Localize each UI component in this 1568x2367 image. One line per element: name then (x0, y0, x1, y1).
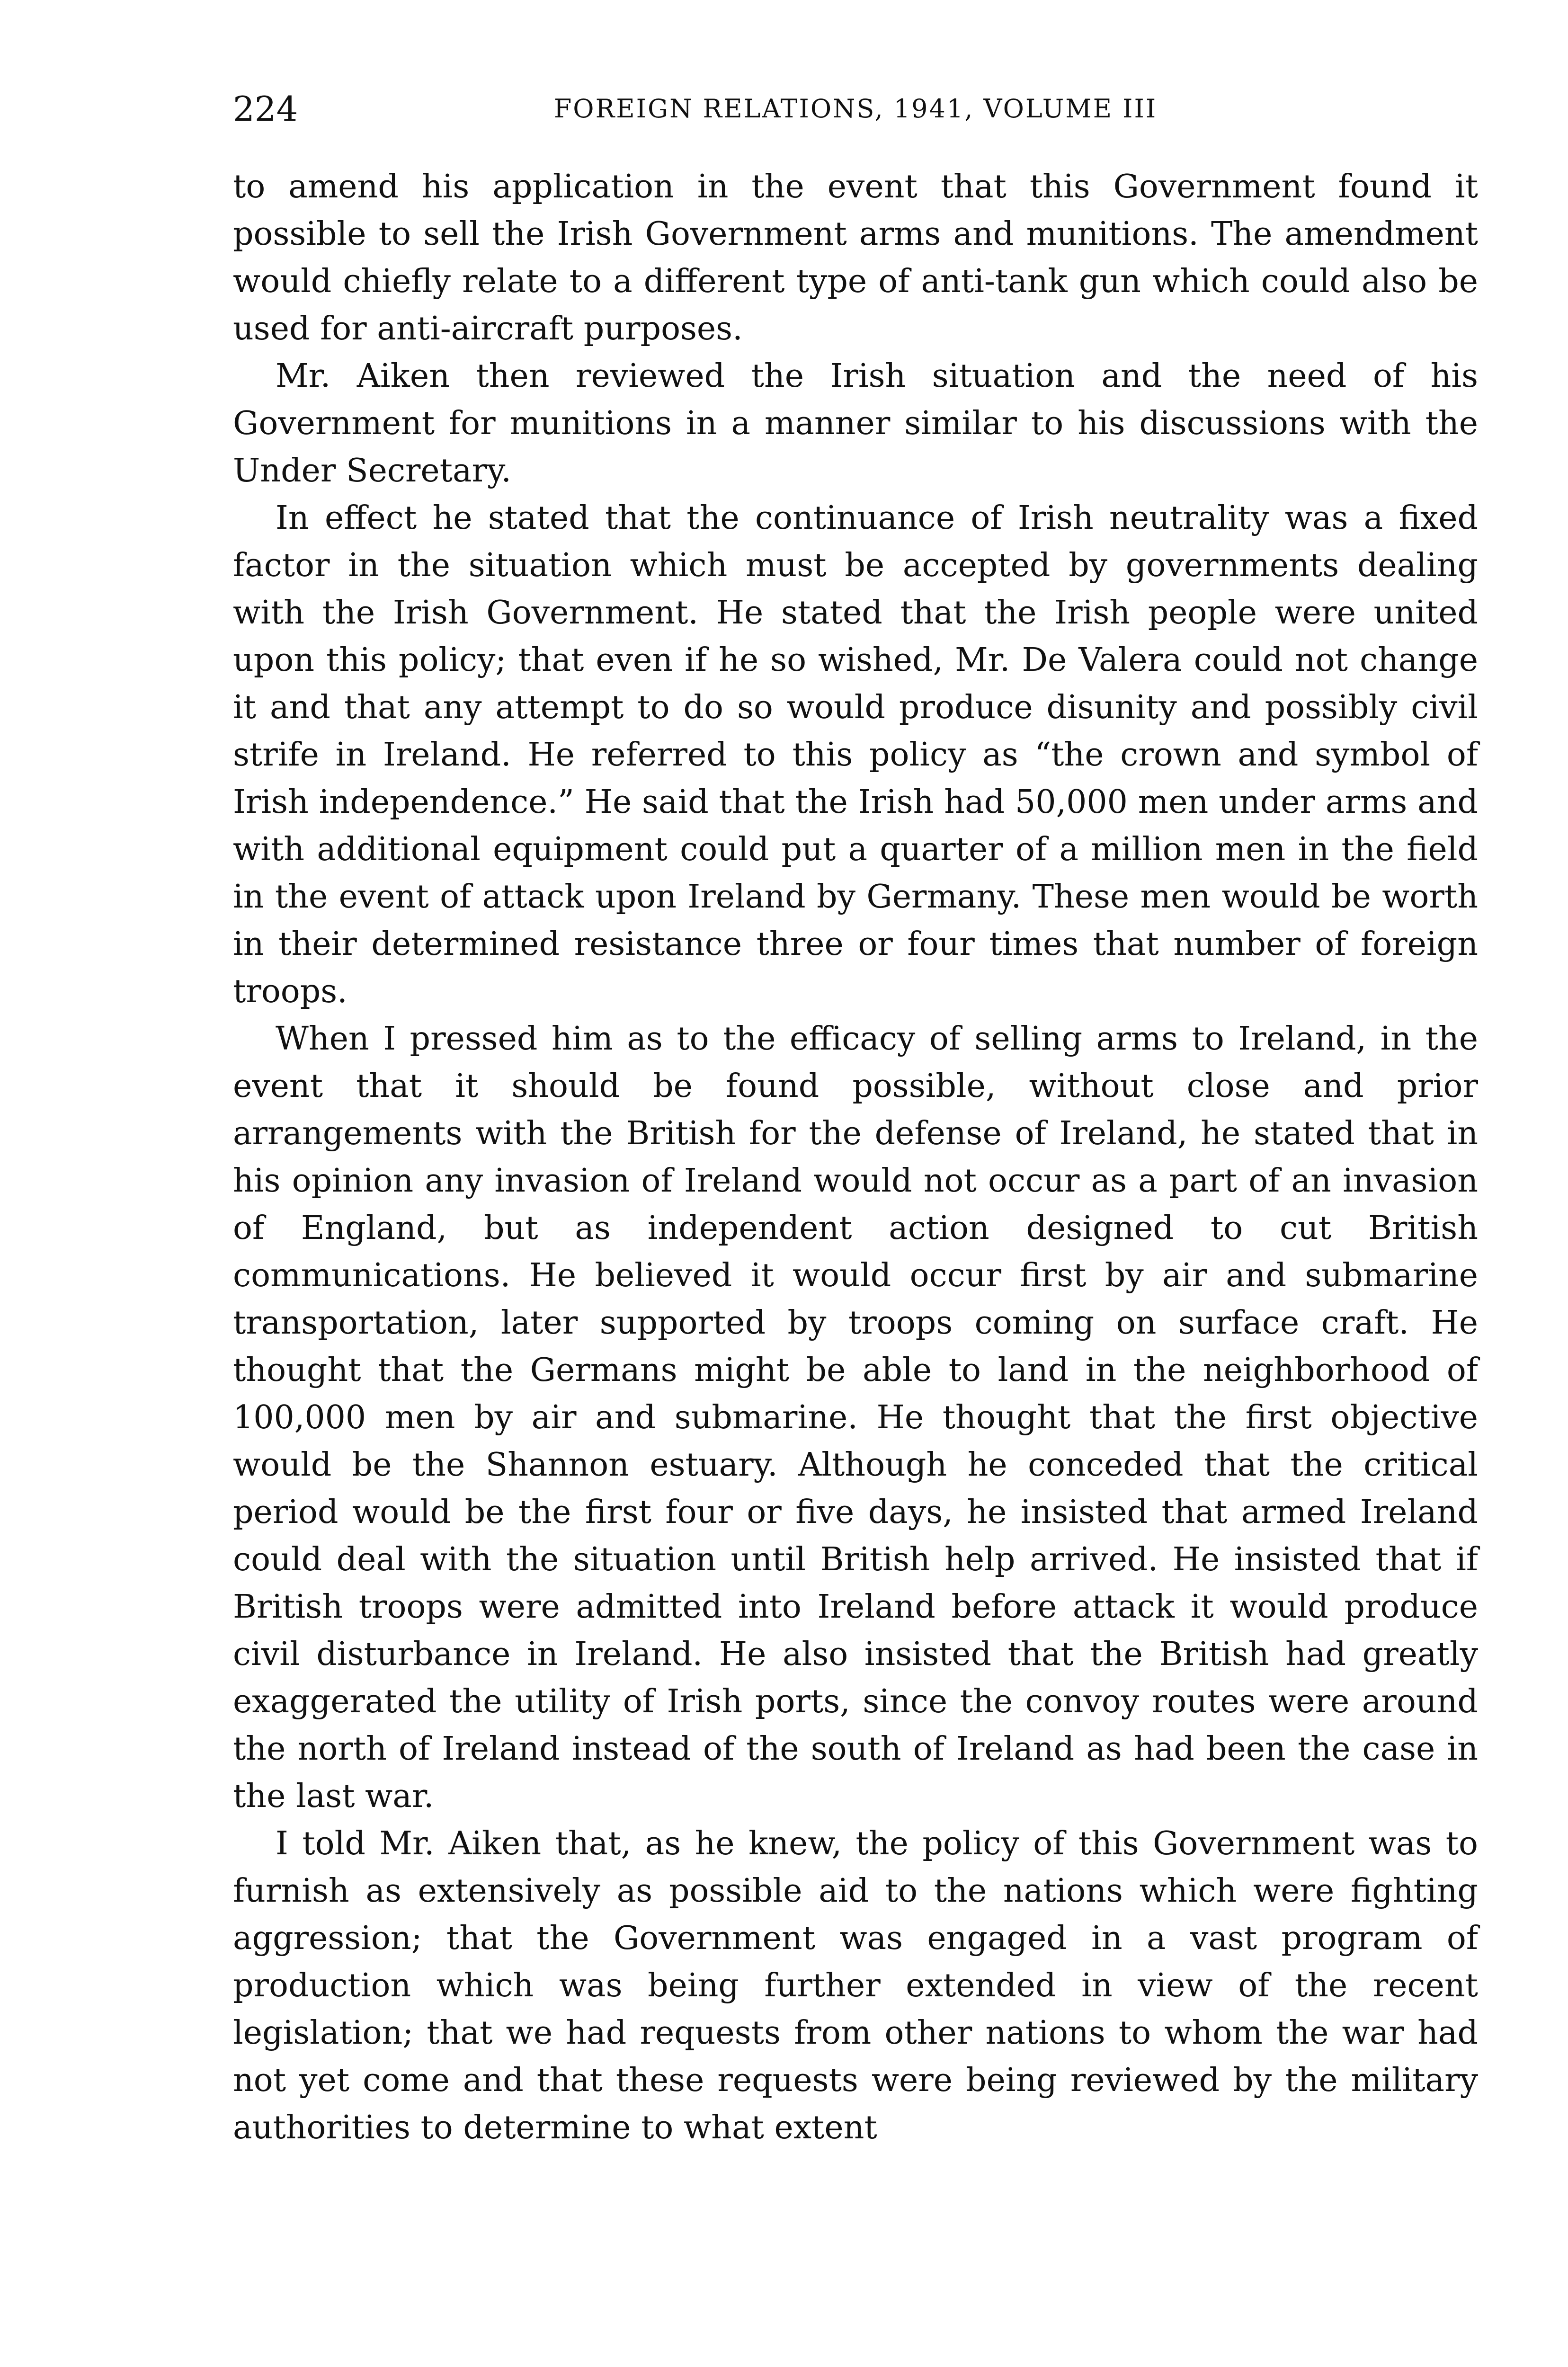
page-header (233, 83, 1478, 135)
paragraph-continuation: to amend his application in the event that this Government found it possible to sell the Irish Government arms and munitions. The amendment would chiefly relate to a different type of anti-tank gun which could also be used for anti-aircraft purposes. (233, 168, 1478, 347)
body-text (233, 163, 1478, 2152)
paragraph-irish-neutrality: In effect he stated that the continuance of Irish neutrality was a fixed factor in the situation which must be accepted by governments dealing with the Irish Government. He stated that the Irish people were united upon this policy; that even if he so wished, Mr. De Valera could not change it and that any attempt to do so would produce disunity and possibly civil strife in Ireland. He referred to this policy as “the crown and symbol of Irish independence.” He said that the Irish had 50,000 men under arms and with additional equipment could put a quarter of a million men in the field in the event of attack upon Ireland by Germany. These men would be worth in their determined resistance three or four times that number of foreign troops. (233, 499, 1478, 1010)
paragraph-invasion-opinion: When I pressed him as to the efficacy of selling arms to Ireland, in the event that it should be found possible, without close and prior arrangements with the British for the defense of Ireland, he stated that in his opinion any invasion of Ireland would not occur as a part of an invasion of England, but as independent action designed to cut British communications. He believed it would occur first by air and submarine transportation, later supported by troops coming on surface craft. He thought that the Germans might be able to land in the neighborhood of 100,000 men by air and submarine. He thought that the first objective would be the Shannon estuary. Although he conceded that the critical period would be the first four or five days, he insisted that armed Ireland could deal with the situation until British help arrived. He insisted that if British troops were admitted into Ireland before attack it would produce civil disturbance in Ireland. He also insisted that the British had greatly exaggerated the utility of Irish ports, since the convoy routes were around the north of Ireland instead of the south of Ireland as had been the case in the last war. (233, 1020, 1478, 1815)
page-number: 224 (233, 89, 298, 129)
running-head: FOREIGN RELATIONS, 1941, VOLUME III (553, 94, 1158, 124)
paragraph-aiken-review: Mr. Aiken then reviewed the Irish situation and the need of his Government for munitions in a manner similar to his discussions with the Under Secretary. (233, 357, 1478, 489)
paragraph-government-policy: I told Mr. Aiken that, as he knew, the policy of this Government was to furnish as extensively as possible aid to the nations which were fighting aggression; that the Government was engaged in a vast program of production which was being further extended in view of the recent legislation; that we had requests from other nations to whom the war had not yet come and that these requests were being reviewed by the military authorities to determine to what extent (233, 1825, 1478, 2146)
